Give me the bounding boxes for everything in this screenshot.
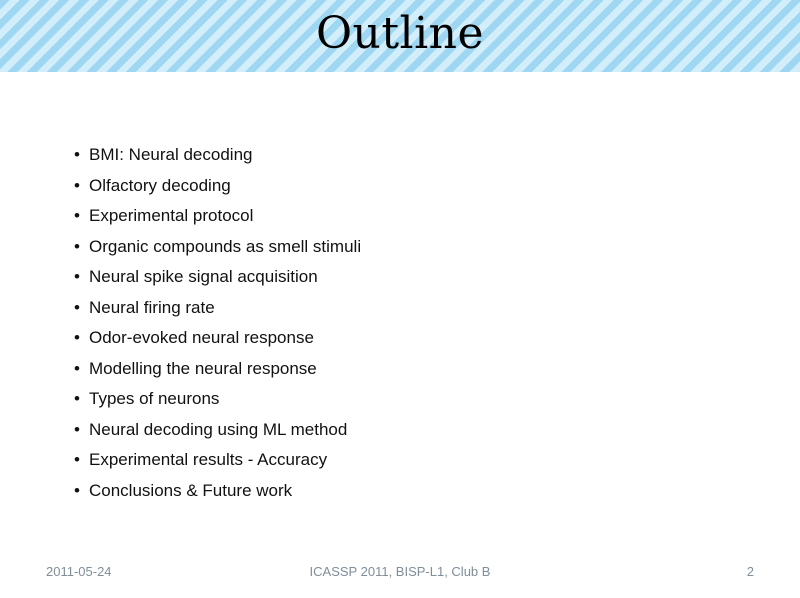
bullet-icon: •	[74, 175, 80, 195]
list-item	[74, 445, 361, 476]
list-item	[74, 415, 361, 446]
list-item	[74, 384, 361, 415]
slide-title: Outline	[315, 8, 485, 59]
list-item-text: BMI: Neural decoding	[89, 145, 253, 164]
list-item	[74, 293, 361, 324]
footer-date: 2011-05-24	[46, 564, 112, 579]
bullet-icon: •	[74, 419, 80, 439]
list-item	[74, 354, 361, 385]
title-banner	[0, 0, 800, 72]
list-item	[74, 476, 361, 507]
bullet-icon: •	[74, 450, 80, 469]
list-item-text: Neural decoding using ML method	[89, 419, 348, 439]
bullet-icon: •	[74, 206, 80, 225]
list-item-text: Experimental protocol	[89, 206, 254, 225]
list-item	[74, 262, 361, 293]
list-item-text: Odor-evoked neural response	[89, 328, 314, 347]
list-item-text: Conclusions & Future work	[89, 480, 293, 500]
list-item	[74, 323, 361, 354]
list-item	[74, 201, 361, 232]
bullet-icon: •	[74, 267, 80, 286]
list-item	[74, 171, 361, 202]
outline-list	[74, 140, 361, 506]
list-item	[74, 232, 361, 263]
list-item-text: Neural spike signal acquisition	[89, 267, 318, 286]
bullet-icon: •	[74, 297, 80, 317]
list-item-text: Neural firing rate	[89, 297, 215, 317]
bullet-icon: •	[74, 389, 80, 408]
list-item-text: Organic compounds as smell stimuli	[89, 236, 362, 256]
list-item-text: Olfactory decoding	[89, 175, 231, 195]
list-item-text: Experimental results - Accuracy	[89, 450, 328, 469]
footer-page-number: 2	[746, 564, 754, 579]
bullet-icon: •	[74, 358, 80, 378]
list-item-text: Types of neurons	[89, 389, 220, 408]
bullet-icon: •	[74, 480, 80, 500]
list-item-text: Modelling the neural response	[89, 358, 317, 378]
bullet-icon: •	[74, 328, 80, 347]
bullet-icon: •	[74, 145, 80, 164]
list-item	[74, 140, 361, 171]
bullet-icon: •	[74, 236, 80, 256]
footer-conference: ICASSP 2011, BISP-L1, Club B	[309, 564, 491, 579]
